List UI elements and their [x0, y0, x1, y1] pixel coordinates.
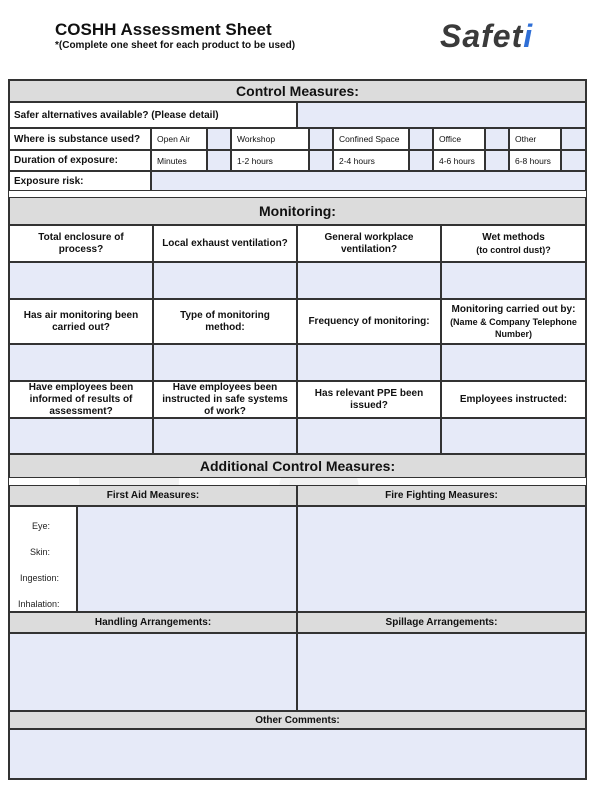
safer-alternatives-field[interactable] [297, 102, 586, 128]
assessment-sheet [8, 79, 587, 780]
answer-monitoring-by[interactable] [441, 344, 586, 381]
checkbox-confined-space[interactable] [409, 128, 433, 150]
question-monitoring-type: Type of monitoring method: [153, 299, 297, 344]
option-2-4-hours: 2-4 hours [333, 150, 409, 171]
handling-field[interactable] [9, 633, 297, 711]
answer-monitoring-frequency[interactable] [297, 344, 441, 381]
answer-wet-methods[interactable] [441, 262, 586, 299]
exposure-risk-label: Exposure risk: [9, 171, 151, 191]
answer-employees-instructed[interactable] [441, 418, 586, 454]
answer-total-enclosure[interactable] [9, 262, 153, 299]
option-office: Office [433, 128, 485, 150]
control-measures-heading: Control Measures: [9, 80, 586, 102]
question-wet-methods [441, 225, 586, 262]
where-used-label: Where is substance used? [9, 128, 151, 150]
question-general-ventilation: General workplace ventilation? [297, 225, 441, 262]
checkbox-1-2-hours[interactable] [309, 150, 333, 171]
question-local-exhaust: Local exhaust ventilation? [153, 225, 297, 262]
question-employees-instructed: Employees instructed: [441, 381, 586, 418]
spillage-field[interactable] [297, 633, 586, 711]
other-comments-field[interactable] [9, 729, 586, 779]
checkbox-minutes[interactable] [207, 150, 231, 171]
safer-alternatives-label: Safer alternatives available? (Please detail) [9, 102, 297, 128]
duration-label: Duration of exposure: [9, 150, 151, 171]
logo-accent-text: i [523, 18, 534, 54]
option-confined-space: Confined Space [333, 128, 409, 150]
option-minutes: Minutes [151, 150, 207, 171]
option-workshop: Workshop [231, 128, 309, 150]
answer-ppe-issued[interactable] [297, 418, 441, 454]
answer-air-monitoring[interactable] [9, 344, 153, 381]
other-comments-heading: Other Comments: [9, 711, 586, 729]
question-employees-informed: Have employees been informed of results of assessment? [9, 381, 153, 418]
eye-label: Eye: [32, 521, 51, 531]
question-ppe-issued: Has relevant PPE been issued? [297, 381, 441, 418]
checkbox-2-4-hours[interactable] [409, 150, 433, 171]
answer-employees-safe-systems[interactable] [153, 418, 297, 454]
inhalation-label: Inhalation: [18, 599, 60, 609]
handling-heading: Handling Arrangements: [9, 612, 297, 633]
checkbox-4-6-hours[interactable] [485, 150, 509, 171]
question-monitoring-frequency: Frequency of monitoring: [297, 299, 441, 344]
checkbox-workshop[interactable] [309, 128, 333, 150]
option-4-6-hours: 4-6 hours [433, 150, 485, 171]
spillage-heading: Spillage Arrangements: [297, 612, 586, 633]
safeti-logo [440, 18, 533, 55]
checkbox-6-8-hours[interactable] [561, 150, 586, 171]
answer-general-ventilation[interactable] [297, 262, 441, 299]
question-employees-safe-systems: Have employees been instructed in safe systems of work? [153, 381, 297, 418]
option-1-2-hours: 1-2 hours [231, 150, 309, 171]
page-title: COSHH Assessment Sheet [55, 20, 272, 39]
question-monitoring-by [441, 299, 586, 344]
logo-main-text: Safet [440, 18, 524, 54]
checkbox-open-air[interactable] [207, 128, 231, 150]
exposure-risk-field[interactable] [151, 171, 586, 191]
option-6-8-hours: 6-8 hours [509, 150, 561, 171]
question-air-monitoring: Has air monitoring been carried out? [9, 299, 153, 344]
answer-local-exhaust[interactable] [153, 262, 297, 299]
page-subtitle: *(Complete one sheet for each product to be used) [55, 40, 296, 51]
checkbox-other[interactable] [561, 128, 586, 150]
first-aid-labels [9, 506, 77, 612]
wet-methods-note: (to control dust)? [476, 244, 551, 255]
additional-measures-heading: Additional Control Measures: [9, 454, 586, 478]
wet-methods-label: Wet methods [482, 231, 545, 243]
ingestion-label: Ingestion: [20, 573, 60, 583]
fire-fighting-field[interactable] [297, 506, 586, 612]
monitoring-heading: Monitoring: [9, 197, 586, 225]
first-aid-heading: First Aid Measures: [9, 485, 297, 506]
monitoring-by-label: Monitoring carried out by: [451, 303, 576, 315]
monitoring-by-note: (Name & Company Telephone Number) [450, 316, 577, 339]
option-open-air: Open Air [151, 128, 207, 150]
question-total-enclosure: Total enclosure of process? [9, 225, 153, 262]
answer-monitoring-type[interactable] [153, 344, 297, 381]
checkbox-office[interactable] [485, 128, 509, 150]
fire-fighting-heading: Fire Fighting Measures: [297, 485, 586, 506]
option-other: Other [509, 128, 561, 150]
first-aid-field[interactable] [77, 506, 297, 612]
answer-employees-informed[interactable] [9, 418, 153, 454]
skin-label: Skin: [30, 547, 51, 557]
